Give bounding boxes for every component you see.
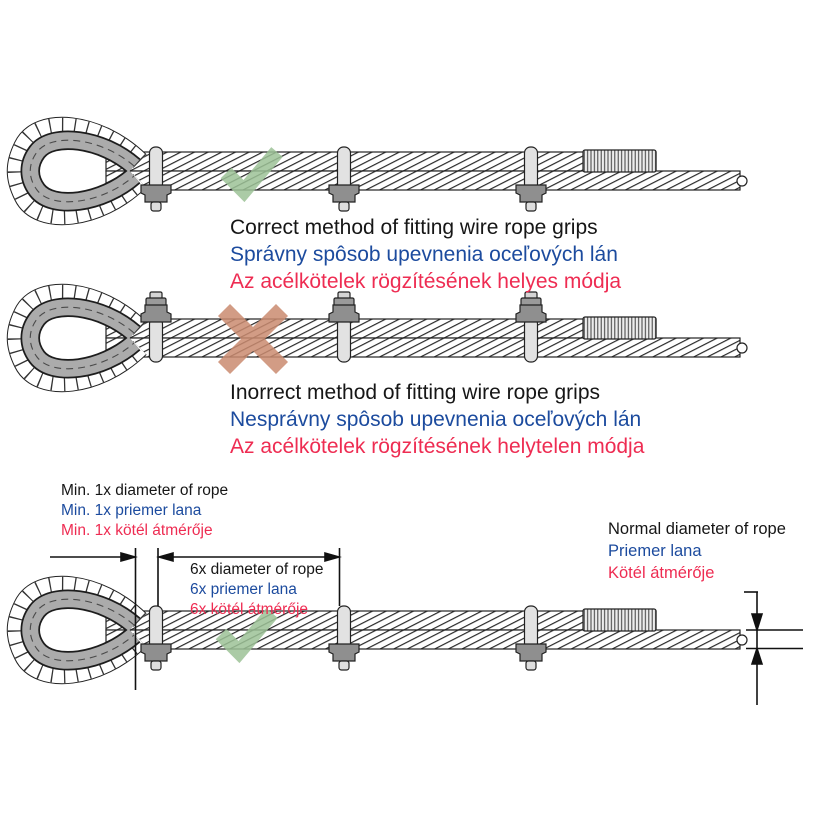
label-6x-en: 6x diameter of rope: [190, 561, 324, 578]
caption-correct-sk: Správny spôsob upevnenia oceľových lán: [230, 243, 618, 266]
arrow-left-icon: [159, 553, 173, 561]
rope-tip: [737, 176, 747, 186]
rope-seizing: [583, 150, 656, 172]
caption-incorrect-hu: Az acélkötelek rögzítésének helytelen módja: [230, 435, 645, 458]
label-min-1x-sk: Min. 1x priemer lana: [61, 502, 202, 519]
label-6x-hu: 6x kötél átmérője: [190, 601, 309, 618]
rope-dead-end: [106, 152, 656, 171]
label-min-1x-en: Min. 1x diameter of rope: [61, 482, 229, 499]
caption-incorrect-en: Inorrect method of fitting wire rope grips: [230, 381, 601, 404]
rope-seizing: [583, 609, 656, 631]
label-6x-diameter: [190, 560, 324, 620]
rope-dead-end: [106, 319, 656, 338]
caption-correct: [230, 214, 621, 295]
assembly-dimensioned: [16, 585, 747, 674]
rope-live-end: [106, 171, 740, 190]
label-min-1x-diameter: [61, 481, 228, 541]
caption-correct-hu: Az acélkötelek rögzítésének helyes módja: [230, 270, 622, 293]
label-normal-hu: Kötél átmérője: [608, 564, 715, 582]
arrow-up-icon: [752, 649, 762, 665]
caption-incorrect-sk: Nesprávny spôsob upevnenia oceľových lán: [230, 408, 642, 431]
rope-live-end: [106, 338, 740, 357]
rope-live-end: [106, 630, 740, 649]
label-normal-en: Normal diameter of rope: [608, 520, 786, 538]
label-normal-sk: Priemer lana: [608, 542, 702, 560]
rope-tip: [737, 635, 747, 645]
assembly-correct: [16, 126, 747, 215]
label-normal-diameter: [608, 518, 786, 584]
assembly-incorrect: [16, 292, 747, 383]
rope-dead-end: [106, 611, 656, 630]
arrow-right-icon: [121, 553, 135, 561]
label-min-1x-hu: Min. 1x kötél átmérője: [61, 522, 213, 539]
rope-seizing: [583, 317, 656, 339]
label-6x-sk: 6x priemer lana: [190, 581, 297, 598]
arrow-right-icon: [325, 553, 339, 561]
rope-tip: [737, 343, 747, 353]
caption-correct-en: Correct method of fitting wire rope grips: [230, 216, 598, 239]
caption-incorrect: [230, 379, 644, 460]
arrow-down-icon: [752, 614, 762, 630]
